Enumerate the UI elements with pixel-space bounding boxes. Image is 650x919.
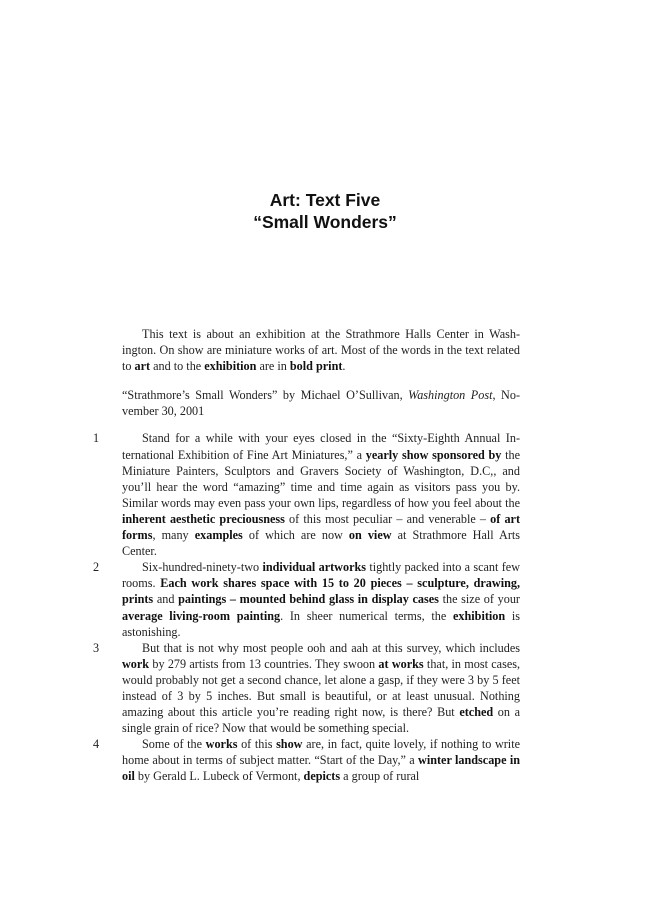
page-subtitle: “Small Wonders”	[253, 212, 397, 232]
bold-term: etched	[459, 705, 494, 720]
bold-term: yearly show sponsored by	[365, 447, 502, 462]
text-run: . In sheer numerical terms, the	[280, 608, 453, 623]
bold-term: individual artworks	[262, 560, 367, 575]
text-run: and to the	[150, 359, 205, 374]
page-title: Art: Text Five	[269, 190, 381, 210]
text-run: , many	[152, 528, 195, 543]
text-run: of this most peculiar – and venerable –	[284, 511, 491, 526]
bold-term: on view	[348, 528, 392, 543]
bold-term: art	[134, 359, 151, 374]
text-run: But that is not why most people ooh and aah at this survey, which includes	[142, 640, 520, 655]
bold-term: at works	[378, 656, 424, 671]
bold-term: depicts	[303, 769, 341, 784]
bold-term: inherent aesthetic preciousness	[122, 511, 285, 526]
text-run: “Strathmore’s Small Wonders” by Michael O’Sullivan,	[122, 388, 409, 403]
bold-term: show	[276, 737, 303, 752]
text-run: by 279 artists from 13 countries. They swoon	[149, 656, 379, 671]
text-run: tightly packed into a scant few rooms.	[122, 560, 520, 591]
text-run: Stand for a while with your eyes closed in the “Sixty-Eighth Annual International Exhibition of Fine Art Miniatures,” a	[122, 431, 520, 462]
text-run: at Strathmore Hall Arts Center.	[122, 528, 521, 559]
bold-term: exhibition	[453, 608, 506, 623]
body-text	[93, 326, 521, 785]
citation	[122, 387, 520, 419]
text-run: of this	[237, 737, 277, 752]
paragraph-number: 2	[93, 560, 100, 575]
paragraph-number: 4	[93, 737, 100, 752]
text-run: This text is about an exhibition at the Strathmore Halls Center in Washington. On show are miniature works of art. Most of the words in the text related to	[122, 327, 520, 374]
body-paragraph	[93, 640, 521, 737]
bold-term: examples	[194, 528, 243, 543]
text-run: Some of the	[142, 737, 206, 752]
text-run: .	[342, 359, 346, 374]
paragraph-number: 1	[93, 431, 100, 446]
body-paragraph	[93, 559, 520, 639]
body-paragraph	[93, 736, 521, 784]
bold-term: of art forms	[122, 511, 521, 543]
text-run: that, in most cases, would probably not get a second chance, let alone a gasp, if they were 3 by 5 feet instead of 3 by 5 inches. But small is beautiful, or at least unusual. Nothing amazing about this article you’re reading right now, is there? But	[122, 656, 521, 720]
text-run: Six-hundred-ninety-two	[142, 560, 263, 575]
text-run: are in	[256, 359, 290, 374]
text-run: of which are now	[242, 528, 349, 543]
bold-term: Each work shares space with 15 to 20 pieces – sculpture, drawing, prints	[122, 576, 520, 607]
bold-term: average living-room painting	[122, 608, 281, 623]
numbered-paragraphs	[93, 430, 521, 784]
text-run: on a single grain of rice? Now that would be something special.	[122, 705, 521, 736]
text-run: a group of rural	[340, 769, 420, 784]
bold-term: winter landscape in oil	[122, 753, 521, 784]
bold-term: work	[122, 656, 150, 671]
text-run: and	[153, 592, 179, 607]
text-run: are, in fact, quite lovely, if nothing to write home about in terms of subject matter. “Start of the Day,” a	[122, 737, 520, 768]
bold-term: paintings – mounted behind glass in display cases	[178, 592, 439, 607]
text-run: by Gerald L. Lubeck of Vermont,	[134, 769, 304, 784]
bold-term: bold print	[289, 359, 343, 374]
text-run: is astonishing.	[122, 608, 520, 639]
bold-term: works	[205, 737, 238, 752]
title-block	[0, 189, 650, 233]
bold-term: exhibition	[204, 359, 257, 374]
text-run: , November 30, 2001	[122, 388, 520, 419]
text-run: the Miniature Painters, Sculptors and Gravers Society of Washington, D.C,, and you’ll hear the word “amazing” time and time again as visitors pass you by. Similar words may even pass your own lips, regardless of how you feel about the	[122, 447, 520, 510]
body-paragraph	[93, 430, 521, 559]
italic-text: Washington Post	[408, 388, 493, 403]
text-run: the size of your	[438, 592, 520, 607]
paragraph-number: 3	[93, 640, 100, 655]
intro-paragraph	[122, 326, 520, 374]
